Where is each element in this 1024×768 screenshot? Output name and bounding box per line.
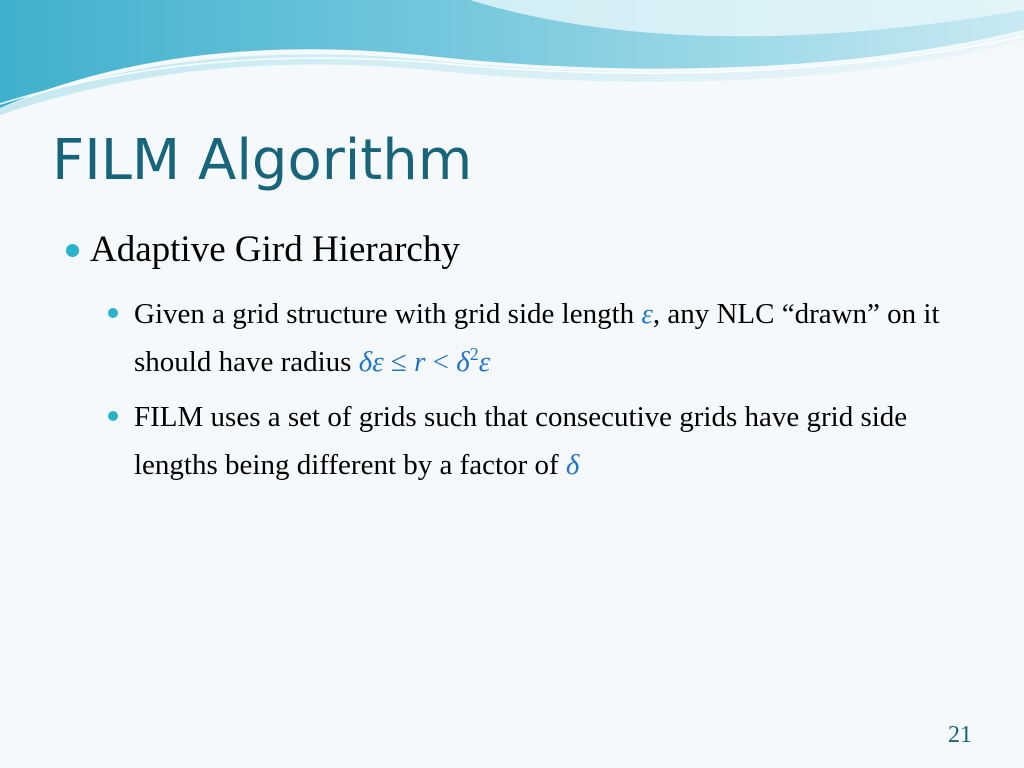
text-segment: , any NLC “drawn” on it should have radius (134, 298, 940, 378)
sub-bullet-grid-structure (108, 290, 968, 386)
math-lt: < (425, 346, 457, 378)
sub-bullet-dot-icon (108, 411, 118, 421)
math-r: r (414, 346, 426, 378)
math-leq: ≤ (383, 346, 415, 378)
page-number: 21 (948, 722, 972, 748)
bullet-text: Adaptive Gird Hierarchy (90, 229, 460, 270)
text-segment: Given a grid structure with grid side length (134, 298, 642, 330)
header-wave-decoration (0, 0, 1024, 120)
math-epsilon: ε (478, 346, 491, 378)
sub-bullet-text (134, 393, 968, 489)
math-delta: δ (456, 346, 470, 378)
math-delta: δ (565, 449, 580, 481)
slide-title: FILM Algorithm (52, 128, 473, 193)
math-delta-epsilon: δε (358, 346, 384, 378)
math-superscript-2: 2 (469, 344, 479, 364)
sub-bullet-dot-icon (108, 308, 118, 318)
bullet-dot-icon (66, 244, 79, 257)
sub-bullet-film-grids (108, 393, 968, 489)
text-segment: FILM uses a set of grids such that consecutive grids have grid side lengths being different by a factor of (134, 401, 908, 481)
sub-bullet-text (134, 290, 968, 386)
bullet-adaptive-grid-hierarchy (66, 228, 460, 271)
math-epsilon: ε (641, 298, 653, 330)
